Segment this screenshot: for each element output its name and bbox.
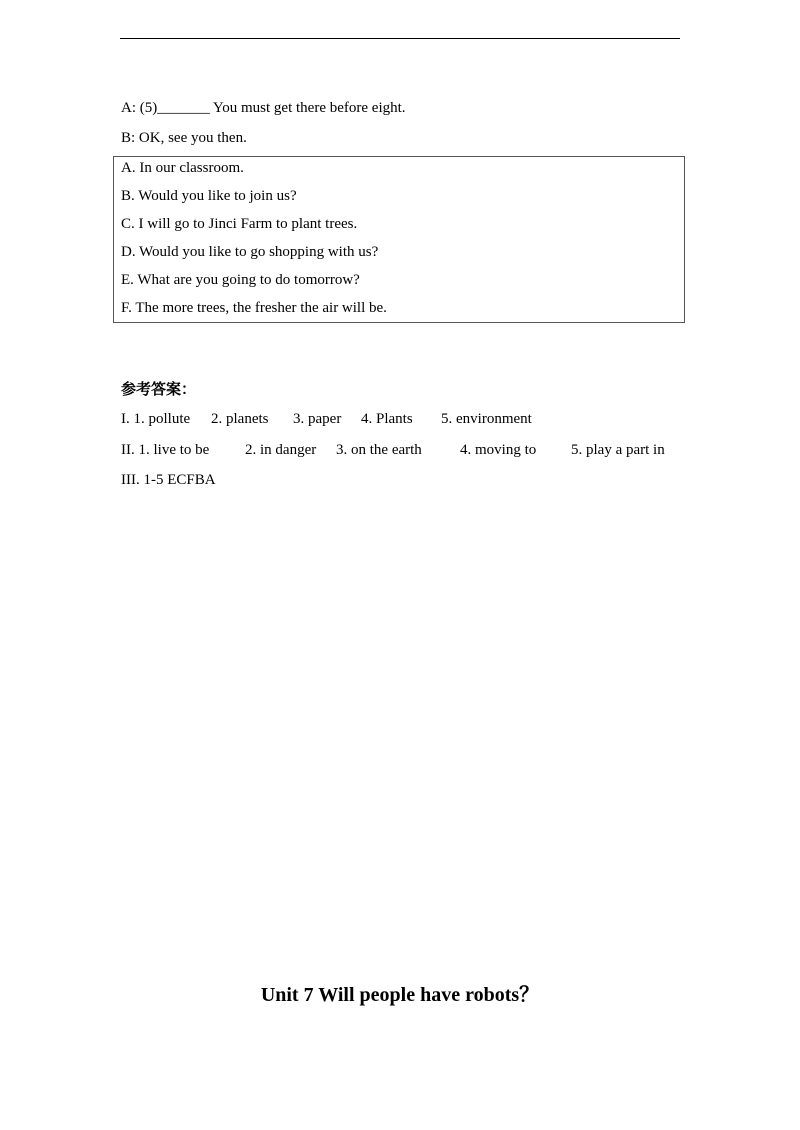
unit-title: Unit 7 Will people have robots？ bbox=[260, 984, 540, 1006]
answer-item: 3. paper bbox=[293, 411, 342, 427]
option-c: C. I will go to Jinci Farm to plant trees. bbox=[121, 216, 358, 232]
answer-item: 4. Plants bbox=[361, 411, 413, 427]
option-e: E. What are you going to do tomorrow? bbox=[121, 272, 360, 288]
options-box bbox=[113, 156, 685, 323]
answer-item: 4. moving to bbox=[460, 442, 537, 458]
answer-item: I. 1. pollute bbox=[121, 411, 191, 427]
option-d: D. Would you like to go shopping with us? bbox=[121, 244, 379, 260]
answers-heading: 参考答案： bbox=[121, 380, 197, 398]
answer-item: 2. planets bbox=[211, 411, 269, 427]
answer-item: 5. play a part in bbox=[571, 442, 665, 458]
header-rule bbox=[120, 38, 680, 39]
answer-item: 2. in danger bbox=[245, 442, 317, 458]
dialogue-line-b: B: OK, see you then. bbox=[121, 130, 247, 146]
answer-item: 3. on the earth bbox=[336, 442, 422, 458]
answer-item: II. 1. live to be bbox=[121, 442, 210, 458]
option-f: F. The more trees, the fresher the air will be. bbox=[121, 300, 387, 316]
dialogue-line-a: A: (5)_______ You must get there before eight. bbox=[121, 100, 406, 116]
option-a: A. In our classroom. bbox=[121, 160, 244, 176]
answer-item: 5. environment bbox=[441, 411, 532, 427]
option-b: B. Would you like to join us? bbox=[121, 188, 297, 204]
answers-row-3: III. 1-5 ECFBA bbox=[121, 472, 216, 488]
